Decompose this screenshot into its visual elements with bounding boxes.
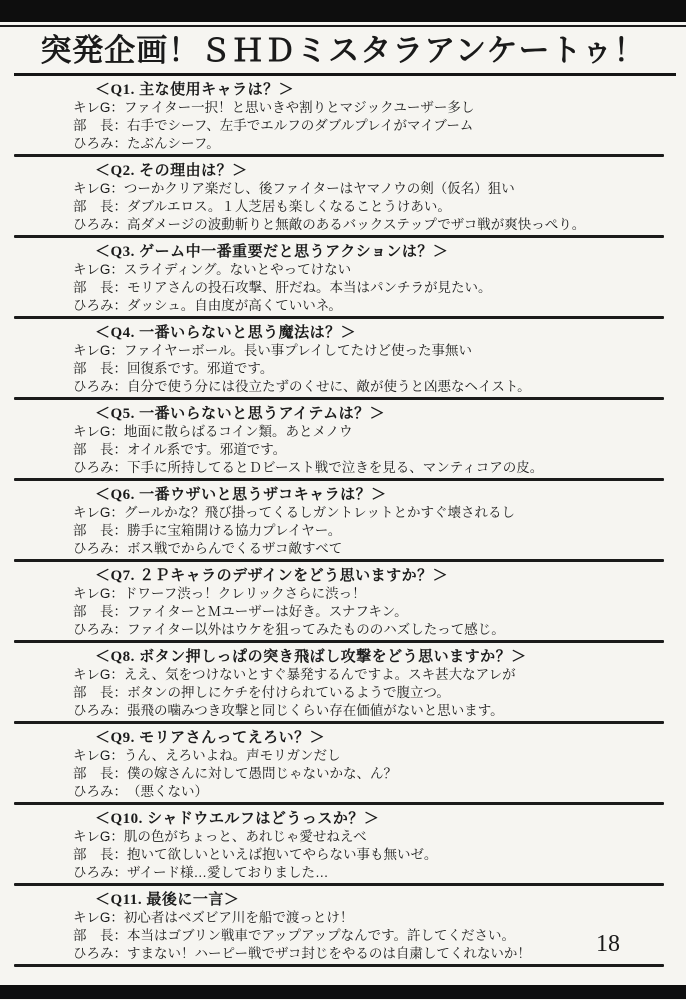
answer-text: 右手でシーフ、左手でエルフのダブルプレイがマイブーム xyxy=(127,118,474,133)
question-heading: ＜Q8. ボタン押しっぱの突き飛ばし攻撃をどう思いますか？＞ xyxy=(95,649,527,665)
answer-text: 勝手に宝箱開ける協力プレイヤー。 xyxy=(127,523,342,538)
speaker-label: 部 長： xyxy=(73,118,127,133)
answer-text: スライディング。ないとやってけない xyxy=(123,262,352,277)
answer-line xyxy=(73,927,670,945)
speaker-label: キレG： xyxy=(73,424,124,439)
speaker-label: ひろみ： xyxy=(73,541,127,556)
answer-line xyxy=(73,585,670,603)
speaker-label: 部 長： xyxy=(73,361,127,376)
answer-line xyxy=(73,441,670,459)
answer-text: 地面に散らばるコイン類。あとメノウ xyxy=(123,424,353,439)
answer-text: 高ダメージの波動斬りと無敵のあるバックステップでザコ戦が爽快っぺり。 xyxy=(127,217,586,232)
answer-line xyxy=(73,117,670,135)
answer-text: ボタンの押しにケチを付けられているようで腹立つ。 xyxy=(127,685,450,700)
answer-text: ファイター一択！と思いきや割りとマジックユーザー多し xyxy=(123,100,475,115)
answer-text: （悪くない） xyxy=(127,784,208,799)
question-heading: ＜Q5. 一番いらないと思うアイテムは？＞ xyxy=(95,406,386,422)
answer-text: 抱いて欲しいといえば抱いてやらない事も無いゼ。 xyxy=(127,847,438,862)
answer-line xyxy=(73,198,670,216)
qa-section-q2 xyxy=(0,157,686,235)
page-number: 18 xyxy=(596,931,620,957)
speaker-label: 部 長： xyxy=(73,604,127,619)
answer-text: うん、えろいよね。声モリガンだし xyxy=(123,748,341,763)
speaker-label: ひろみ： xyxy=(73,379,127,394)
speaker-label: キレG： xyxy=(73,100,124,115)
answer-text: 自分で使う分には役立たずのくせに、敵が使うと凶悪なヘイスト。 xyxy=(127,379,531,394)
speaker-label: ひろみ： xyxy=(73,946,127,961)
answer-text: ザイード様…愛しておりました… xyxy=(127,865,329,880)
answer-line xyxy=(73,666,670,684)
qa-section-q10 xyxy=(0,805,686,883)
answer-line xyxy=(73,99,670,117)
answer-text: すまない！ハーピー戦でザコ封じをやるのは自粛してくれないか！ xyxy=(127,946,531,961)
qa-section-q4 xyxy=(0,319,686,397)
speaker-label: 部 長： xyxy=(73,523,127,538)
answer-line xyxy=(73,504,670,522)
speaker-label: キレG： xyxy=(73,262,124,277)
qa-section-q1 xyxy=(0,76,686,154)
speaker-label: ひろみ： xyxy=(73,784,127,799)
answer-text: ファイターとＭユーザーは好き。スナフキン。 xyxy=(127,604,408,619)
answer-text: ええ、気をつけないとすぐ暴発するんですよ。スキ甚大なアレが xyxy=(123,667,516,682)
answer-line xyxy=(73,603,670,621)
qa-section-q7 xyxy=(0,562,686,640)
answer-text: ダブルエロス。１人芝居も楽しくなることうけあい。 xyxy=(127,199,451,214)
answer-line xyxy=(73,864,670,882)
answer-line xyxy=(73,360,670,378)
answer-line xyxy=(73,621,670,639)
answer-line xyxy=(73,702,670,720)
speaker-label: 部 長： xyxy=(73,685,127,700)
speaker-label: ひろみ： xyxy=(73,298,127,313)
answer-line xyxy=(73,522,670,540)
answer-line xyxy=(73,747,670,765)
answer-text: 張飛の噛みつき攻撃と同じくらい存在価値がないと思います。 xyxy=(127,703,504,718)
answer-line xyxy=(73,135,670,153)
page-title: 突発企画！ＳＨＤミスタラアンケートゥ！ xyxy=(40,33,646,68)
speaker-label: ひろみ： xyxy=(73,217,127,232)
speaker-label: キレG： xyxy=(73,667,124,682)
answer-text: 下手に所持してるとＤビースト戦で泣きを見る、マンティコアの皮。 xyxy=(127,460,544,475)
answer-line xyxy=(73,945,670,963)
answer-line xyxy=(73,765,670,783)
question-heading: ＜Q2. その理由は？＞ xyxy=(95,163,248,179)
answer-text: 肌の色がちょっと、あれじゃ愛せねえべ xyxy=(123,829,367,844)
speaker-label: キレG： xyxy=(73,586,124,601)
answer-line xyxy=(73,684,670,702)
answer-text: ドワーフ渋っ！クレリックさらに渋っ！ xyxy=(123,586,366,601)
question-heading: ＜Q9. モリアさんってえろい？＞ xyxy=(95,730,326,746)
question-heading: ＜Q3. ゲーム中一番重要だと思うアクションは？＞ xyxy=(95,244,449,260)
bottom-banner xyxy=(0,985,686,999)
question-heading: ＜Q6. 一番ウザいと思うザコキャラは？＞ xyxy=(95,487,387,503)
answer-text: ボス戦でからんでくるザコ敵すべて xyxy=(127,541,343,556)
answer-text: 回復系です。邪道です。 xyxy=(127,361,274,376)
answer-text: モリアさんの投石攻撃、肝だね。本当はパンチラが見たい。 xyxy=(127,280,492,295)
answer-line xyxy=(73,216,670,234)
answer-line xyxy=(73,783,670,801)
qa-section-q8 xyxy=(0,643,686,721)
speaker-label: ひろみ： xyxy=(73,703,127,718)
speaker-label: ひろみ： xyxy=(73,622,127,637)
bottom-spacer xyxy=(0,967,686,985)
speaker-label: 部 長： xyxy=(73,199,127,214)
question-heading: ＜Q4. 一番いらないと思う魔法は？＞ xyxy=(95,325,357,341)
answer-text: ダッシュ。自由度が高くていいネ。 xyxy=(127,298,342,313)
speaker-label: 部 長： xyxy=(73,928,127,943)
qa-section-q11 xyxy=(0,886,686,964)
answer-line xyxy=(73,279,670,297)
qa-section-q3 xyxy=(0,238,686,316)
answer-line xyxy=(73,540,670,558)
answer-text: 初心者はベズビア川を船で渡っとけ！ xyxy=(123,910,354,925)
answer-line xyxy=(73,828,670,846)
answer-text: ファイター以外はウケを狙ってみたもののハズしたって感じ。 xyxy=(127,622,505,637)
answer-text: つーかクリア楽だし、後ファイターはヤマノウの剣（仮名）狙い xyxy=(123,181,515,196)
answer-text: 僕の嫁さんに対して愚問じゃないかな、ん？ xyxy=(127,766,397,781)
answer-text: オイル系です。邪道です。 xyxy=(127,442,287,457)
answer-line xyxy=(73,297,670,315)
speaker-label: 部 長： xyxy=(73,280,127,295)
speaker-label: ひろみ： xyxy=(73,865,127,880)
speaker-label: キレG： xyxy=(73,748,124,763)
answer-line xyxy=(73,846,670,864)
top-banner xyxy=(0,0,686,22)
speaker-label: 部 長： xyxy=(73,847,127,862)
question-heading: ＜Q11. 最後に一言＞ xyxy=(95,892,240,908)
speaker-label: ひろみ： xyxy=(73,460,127,475)
answer-line xyxy=(73,459,670,477)
answer-line xyxy=(73,180,670,198)
speaker-label: キレG： xyxy=(73,181,124,196)
answer-text: グールかな？飛び掛ってくるしガントレットとかすぐ壊されるし xyxy=(123,505,515,520)
answer-line xyxy=(73,342,670,360)
qa-section-q6 xyxy=(0,481,686,559)
speaker-label: 部 長： xyxy=(73,442,127,457)
answer-text: 本当はゴブリン戦車でアップアップなんです。許してください。 xyxy=(127,928,515,943)
answer-line xyxy=(73,261,670,279)
answer-text: ファイヤーボール。長い事プレイしてたけど使った事無い xyxy=(123,343,473,358)
top-rule xyxy=(0,25,686,27)
question-heading: ＜Q10. シャドウエルフはどうっスか？＞ xyxy=(95,811,380,827)
speaker-label: ひろみ： xyxy=(73,136,127,151)
answer-line xyxy=(73,423,670,441)
question-heading: ＜Q7. ２Ｐキャラのデザインをどう思いますか？＞ xyxy=(95,568,449,584)
speaker-label: キレG： xyxy=(73,910,124,925)
question-heading: ＜Q1. 主な使用キャラは？＞ xyxy=(95,82,295,98)
speaker-label: キレG： xyxy=(73,343,124,358)
answer-line xyxy=(73,378,670,396)
qa-section-q5 xyxy=(0,400,686,478)
answer-text: たぶんシーフ。 xyxy=(127,136,220,151)
speaker-label: キレG： xyxy=(73,829,124,844)
answer-line xyxy=(73,909,670,927)
speaker-label: キレG： xyxy=(73,505,124,520)
speaker-label: 部 長： xyxy=(73,766,127,781)
qa-section-q9 xyxy=(0,724,686,802)
